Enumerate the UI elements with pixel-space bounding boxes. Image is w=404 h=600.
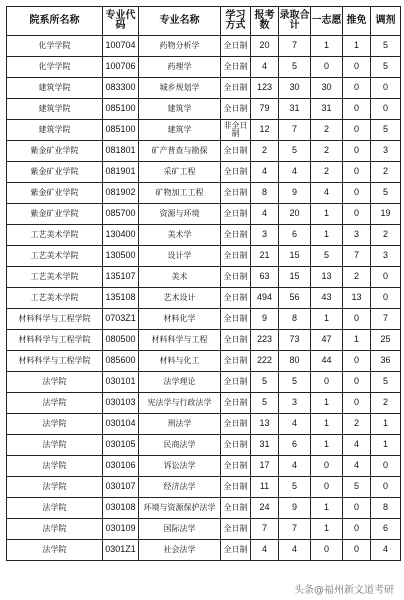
cell-department: 法学院 xyxy=(7,540,103,561)
cell-recommended: 0 xyxy=(343,351,371,372)
cell-department: 法学院 xyxy=(7,456,103,477)
cell-admitted-total: 4 xyxy=(279,414,311,435)
header-study-mode: 学习方式 xyxy=(221,7,251,36)
cell-study-mode: 全日制 xyxy=(221,330,251,351)
cell-first-choice: 1 xyxy=(311,36,343,57)
cell-major-name: 环境与资源保护法学 xyxy=(139,498,221,519)
cell-major-code: 130500 xyxy=(103,246,139,267)
table-row xyxy=(7,540,401,561)
cell-major-name: 城乡规划学 xyxy=(139,78,221,99)
admission-table xyxy=(6,6,401,561)
table-row xyxy=(7,99,401,120)
cell-department: 建筑学院 xyxy=(7,120,103,141)
cell-major-code: 030105 xyxy=(103,435,139,456)
cell-admitted-total: 30 xyxy=(279,78,311,99)
cell-admitted-total: 5 xyxy=(279,57,311,78)
cell-adjusted: 5 xyxy=(371,36,401,57)
cell-major-name: 设计学 xyxy=(139,246,221,267)
cell-applicants: 222 xyxy=(251,351,279,372)
cell-study-mode: 全日制 xyxy=(221,519,251,540)
cell-study-mode: 全日制 xyxy=(221,477,251,498)
table-row xyxy=(7,351,401,372)
cell-adjusted: 5 xyxy=(371,57,401,78)
cell-study-mode: 全日制 xyxy=(221,78,251,99)
cell-applicants: 223 xyxy=(251,330,279,351)
table-row xyxy=(7,330,401,351)
cell-study-mode: 全日制 xyxy=(221,498,251,519)
cell-study-mode: 全日制 xyxy=(221,393,251,414)
cell-recommended: 0 xyxy=(343,120,371,141)
cell-applicants: 13 xyxy=(251,414,279,435)
cell-admitted-total: 9 xyxy=(279,183,311,204)
cell-major-code: 100704 xyxy=(103,36,139,57)
cell-major-code: 083300 xyxy=(103,78,139,99)
cell-recommended: 2 xyxy=(343,414,371,435)
cell-department: 材料科学与工程学院 xyxy=(7,351,103,372)
cell-study-mode: 全日制 xyxy=(221,414,251,435)
cell-major-code: 0703Z1 xyxy=(103,309,139,330)
cell-first-choice: 1 xyxy=(311,225,343,246)
cell-first-choice: 0 xyxy=(311,477,343,498)
cell-first-choice: 13 xyxy=(311,267,343,288)
cell-applicants: 20 xyxy=(251,36,279,57)
cell-department: 工艺美术学院 xyxy=(7,288,103,309)
header-department: 院系所名称 xyxy=(7,7,103,36)
cell-department: 法学院 xyxy=(7,414,103,435)
table-row xyxy=(7,309,401,330)
cell-department: 法学院 xyxy=(7,477,103,498)
cell-major-name: 经济法学 xyxy=(139,477,221,498)
cell-department: 建筑学院 xyxy=(7,99,103,120)
cell-applicants: 123 xyxy=(251,78,279,99)
cell-adjusted: 1 xyxy=(371,414,401,435)
cell-major-name: 材料化学 xyxy=(139,309,221,330)
cell-first-choice: 0 xyxy=(311,456,343,477)
cell-major-code: 080500 xyxy=(103,330,139,351)
cell-major-name: 矿物加工工程 xyxy=(139,183,221,204)
cell-admitted-total: 5 xyxy=(279,372,311,393)
header-admitted-total: 录取合计 xyxy=(279,7,311,36)
cell-first-choice: 0 xyxy=(311,57,343,78)
cell-department: 法学院 xyxy=(7,372,103,393)
cell-first-choice: 43 xyxy=(311,288,343,309)
cell-study-mode: 全日制 xyxy=(221,309,251,330)
cell-major-code: 030104 xyxy=(103,414,139,435)
cell-recommended: 4 xyxy=(343,456,371,477)
cell-adjusted: 0 xyxy=(371,477,401,498)
cell-major-name: 法学理论 xyxy=(139,372,221,393)
cell-admitted-total: 15 xyxy=(279,246,311,267)
cell-admitted-total: 31 xyxy=(279,99,311,120)
table-row xyxy=(7,456,401,477)
cell-major-name: 材料与化工 xyxy=(139,351,221,372)
header-first-choice: 一志愿 xyxy=(311,7,343,36)
cell-study-mode: 全日制 xyxy=(221,204,251,225)
cell-applicants: 5 xyxy=(251,393,279,414)
table-header-row xyxy=(7,7,401,36)
cell-study-mode: 全日制 xyxy=(221,162,251,183)
cell-study-mode: 全日制 xyxy=(221,99,251,120)
cell-first-choice: 1 xyxy=(311,435,343,456)
cell-applicants: 8 xyxy=(251,183,279,204)
cell-major-name: 艺术设计 xyxy=(139,288,221,309)
cell-adjusted: 1 xyxy=(371,435,401,456)
cell-study-mode: 全日制 xyxy=(221,183,251,204)
cell-major-code: 085700 xyxy=(103,204,139,225)
table-row xyxy=(7,246,401,267)
cell-adjusted: 3 xyxy=(371,141,401,162)
table-row xyxy=(7,36,401,57)
cell-department: 法学院 xyxy=(7,435,103,456)
cell-admitted-total: 4 xyxy=(279,456,311,477)
cell-adjusted: 0 xyxy=(371,288,401,309)
cell-major-name: 建筑学 xyxy=(139,99,221,120)
table-row xyxy=(7,477,401,498)
cell-applicants: 4 xyxy=(251,57,279,78)
cell-first-choice: 1 xyxy=(311,519,343,540)
cell-major-code: 030108 xyxy=(103,498,139,519)
cell-applicants: 5 xyxy=(251,372,279,393)
cell-applicants: 4 xyxy=(251,540,279,561)
watermark: 头条@福州新文道考研 xyxy=(294,585,394,596)
cell-major-name: 建筑学 xyxy=(139,120,221,141)
table-row xyxy=(7,225,401,246)
table-row xyxy=(7,267,401,288)
cell-department: 化学学院 xyxy=(7,36,103,57)
cell-applicants: 494 xyxy=(251,288,279,309)
cell-adjusted: 8 xyxy=(371,498,401,519)
cell-admitted-total: 73 xyxy=(279,330,311,351)
table-row xyxy=(7,498,401,519)
cell-major-code: 135108 xyxy=(103,288,139,309)
cell-recommended: 3 xyxy=(343,225,371,246)
cell-applicants: 21 xyxy=(251,246,279,267)
cell-recommended: 0 xyxy=(343,78,371,99)
cell-recommended: 0 xyxy=(343,204,371,225)
cell-major-name: 美术学 xyxy=(139,225,221,246)
cell-major-code: 135107 xyxy=(103,267,139,288)
cell-recommended: 0 xyxy=(343,57,371,78)
cell-admitted-total: 7 xyxy=(279,519,311,540)
cell-major-name: 诉讼法学 xyxy=(139,456,221,477)
cell-major-name: 社会法学 xyxy=(139,540,221,561)
cell-study-mode: 全日制 xyxy=(221,267,251,288)
header-adjusted: 调剂 xyxy=(371,7,401,36)
cell-applicants: 31 xyxy=(251,435,279,456)
table-row xyxy=(7,414,401,435)
cell-admitted-total: 6 xyxy=(279,435,311,456)
cell-major-name: 矿产普查与勘探 xyxy=(139,141,221,162)
cell-admitted-total: 7 xyxy=(279,120,311,141)
cell-recommended: 5 xyxy=(343,477,371,498)
cell-major-code: 100706 xyxy=(103,57,139,78)
cell-major-name: 民商法学 xyxy=(139,435,221,456)
cell-admitted-total: 4 xyxy=(279,540,311,561)
cell-major-name: 药理学 xyxy=(139,57,221,78)
cell-major-name: 采矿工程 xyxy=(139,162,221,183)
cell-recommended: 1 xyxy=(343,36,371,57)
cell-department: 化学学院 xyxy=(7,57,103,78)
cell-department: 工艺美术学院 xyxy=(7,267,103,288)
cell-department: 建筑学院 xyxy=(7,78,103,99)
cell-department: 法学院 xyxy=(7,393,103,414)
cell-major-name: 美术 xyxy=(139,267,221,288)
cell-adjusted: 3 xyxy=(371,246,401,267)
header-major-code: 专业代码 xyxy=(103,7,139,36)
cell-first-choice: 30 xyxy=(311,78,343,99)
cell-first-choice: 44 xyxy=(311,351,343,372)
table-row xyxy=(7,393,401,414)
cell-study-mode: 全日制 xyxy=(221,246,251,267)
cell-recommended: 0 xyxy=(343,99,371,120)
cell-admitted-total: 4 xyxy=(279,162,311,183)
table-row xyxy=(7,435,401,456)
cell-major-name: 刑法学 xyxy=(139,414,221,435)
cell-first-choice: 1 xyxy=(311,204,343,225)
cell-department: 紫金矿业学院 xyxy=(7,141,103,162)
cell-applicants: 12 xyxy=(251,120,279,141)
cell-major-name: 材料科学与工程 xyxy=(139,330,221,351)
table-row xyxy=(7,57,401,78)
cell-study-mode: 全日制 xyxy=(221,225,251,246)
cell-major-code: 085100 xyxy=(103,99,139,120)
cell-admitted-total: 5 xyxy=(279,141,311,162)
cell-adjusted: 19 xyxy=(371,204,401,225)
cell-first-choice: 47 xyxy=(311,330,343,351)
cell-major-code: 030103 xyxy=(103,393,139,414)
table-row xyxy=(7,141,401,162)
cell-adjusted: 5 xyxy=(371,120,401,141)
cell-study-mode: 全日制 xyxy=(221,351,251,372)
cell-admitted-total: 6 xyxy=(279,225,311,246)
cell-adjusted: 6 xyxy=(371,519,401,540)
cell-major-code: 130400 xyxy=(103,225,139,246)
cell-applicants: 7 xyxy=(251,519,279,540)
cell-applicants: 3 xyxy=(251,225,279,246)
cell-applicants: 24 xyxy=(251,498,279,519)
table-row xyxy=(7,288,401,309)
cell-study-mode: 全日制 xyxy=(221,435,251,456)
table-row xyxy=(7,183,401,204)
cell-first-choice: 2 xyxy=(311,120,343,141)
cell-department: 法学院 xyxy=(7,519,103,540)
cell-admitted-total: 5 xyxy=(279,477,311,498)
cell-admitted-total: 56 xyxy=(279,288,311,309)
cell-recommended: 0 xyxy=(343,183,371,204)
cell-recommended: 7 xyxy=(343,246,371,267)
cell-first-choice: 0 xyxy=(311,540,343,561)
cell-department: 工艺美术学院 xyxy=(7,246,103,267)
cell-major-name: 国际法学 xyxy=(139,519,221,540)
cell-admitted-total: 15 xyxy=(279,267,311,288)
cell-recommended: 1 xyxy=(343,330,371,351)
cell-admitted-total: 80 xyxy=(279,351,311,372)
cell-major-code: 0301Z1 xyxy=(103,540,139,561)
cell-recommended: 2 xyxy=(343,267,371,288)
table-row xyxy=(7,204,401,225)
cell-adjusted: 0 xyxy=(371,99,401,120)
cell-major-code: 081902 xyxy=(103,183,139,204)
table-row xyxy=(7,120,401,141)
cell-first-choice: 0 xyxy=(311,372,343,393)
cell-recommended: 13 xyxy=(343,288,371,309)
cell-applicants: 79 xyxy=(251,99,279,120)
cell-adjusted: 5 xyxy=(371,183,401,204)
cell-study-mode: 全日制 xyxy=(221,141,251,162)
cell-department: 材料科学与工程学院 xyxy=(7,330,103,351)
table-row xyxy=(7,519,401,540)
cell-first-choice: 1 xyxy=(311,309,343,330)
cell-major-code: 085600 xyxy=(103,351,139,372)
cell-department: 紫金矿业学院 xyxy=(7,204,103,225)
cell-first-choice: 1 xyxy=(311,498,343,519)
cell-recommended: 0 xyxy=(343,498,371,519)
cell-adjusted: 36 xyxy=(371,351,401,372)
cell-first-choice: 2 xyxy=(311,141,343,162)
cell-major-code: 081901 xyxy=(103,162,139,183)
cell-study-mode: 全日制 xyxy=(221,36,251,57)
table-row xyxy=(7,372,401,393)
cell-major-code: 030107 xyxy=(103,477,139,498)
table-row xyxy=(7,78,401,99)
cell-study-mode: 全日制 xyxy=(221,456,251,477)
cell-study-mode: 全日制 xyxy=(221,57,251,78)
cell-adjusted: 0 xyxy=(371,78,401,99)
cell-major-name: 药物分析学 xyxy=(139,36,221,57)
cell-applicants: 9 xyxy=(251,309,279,330)
cell-adjusted: 2 xyxy=(371,162,401,183)
cell-applicants: 2 xyxy=(251,141,279,162)
cell-major-name: 资源与环境 xyxy=(139,204,221,225)
cell-major-name: 宪法学与行政法学 xyxy=(139,393,221,414)
cell-major-code: 030109 xyxy=(103,519,139,540)
cell-recommended: 0 xyxy=(343,141,371,162)
cell-study-mode: 全日制 xyxy=(221,288,251,309)
cell-admitted-total: 7 xyxy=(279,36,311,57)
cell-recommended: 4 xyxy=(343,435,371,456)
cell-major-code: 030106 xyxy=(103,456,139,477)
cell-major-code: 081801 xyxy=(103,141,139,162)
cell-first-choice: 1 xyxy=(311,393,343,414)
cell-adjusted: 4 xyxy=(371,540,401,561)
cell-adjusted: 0 xyxy=(371,267,401,288)
cell-major-code: 085100 xyxy=(103,120,139,141)
cell-applicants: 11 xyxy=(251,477,279,498)
cell-major-code: 030101 xyxy=(103,372,139,393)
header-recommended: 推免 xyxy=(343,7,371,36)
cell-department: 紫金矿业学院 xyxy=(7,183,103,204)
cell-recommended: 0 xyxy=(343,519,371,540)
cell-department: 法学院 xyxy=(7,498,103,519)
cell-admitted-total: 9 xyxy=(279,498,311,519)
cell-recommended: 0 xyxy=(343,372,371,393)
cell-adjusted: 2 xyxy=(371,225,401,246)
header-applicants: 报考数 xyxy=(251,7,279,36)
cell-adjusted: 25 xyxy=(371,330,401,351)
cell-applicants: 63 xyxy=(251,267,279,288)
cell-department: 材料科学与工程学院 xyxy=(7,309,103,330)
cell-first-choice: 2 xyxy=(311,162,343,183)
cell-study-mode: 非全日制 xyxy=(221,120,251,141)
header-major-name: 专业名称 xyxy=(139,7,221,36)
cell-admitted-total: 8 xyxy=(279,309,311,330)
cell-recommended: 0 xyxy=(343,162,371,183)
cell-recommended: 0 xyxy=(343,309,371,330)
table-row xyxy=(7,162,401,183)
cell-study-mode: 全日制 xyxy=(221,540,251,561)
cell-department: 工艺美术学院 xyxy=(7,225,103,246)
cell-first-choice: 31 xyxy=(311,99,343,120)
cell-adjusted: 5 xyxy=(371,372,401,393)
cell-admitted-total: 3 xyxy=(279,393,311,414)
cell-adjusted: 0 xyxy=(371,456,401,477)
cell-recommended: 0 xyxy=(343,393,371,414)
cell-recommended: 0 xyxy=(343,540,371,561)
cell-first-choice: 5 xyxy=(311,246,343,267)
cell-adjusted: 7 xyxy=(371,309,401,330)
cell-first-choice: 4 xyxy=(311,183,343,204)
cell-applicants: 17 xyxy=(251,456,279,477)
cell-adjusted: 2 xyxy=(371,393,401,414)
cell-applicants: 4 xyxy=(251,204,279,225)
cell-department: 紫金矿业学院 xyxy=(7,162,103,183)
cell-applicants: 4 xyxy=(251,162,279,183)
cell-study-mode: 全日制 xyxy=(221,372,251,393)
cell-admitted-total: 20 xyxy=(279,204,311,225)
cell-first-choice: 1 xyxy=(311,414,343,435)
